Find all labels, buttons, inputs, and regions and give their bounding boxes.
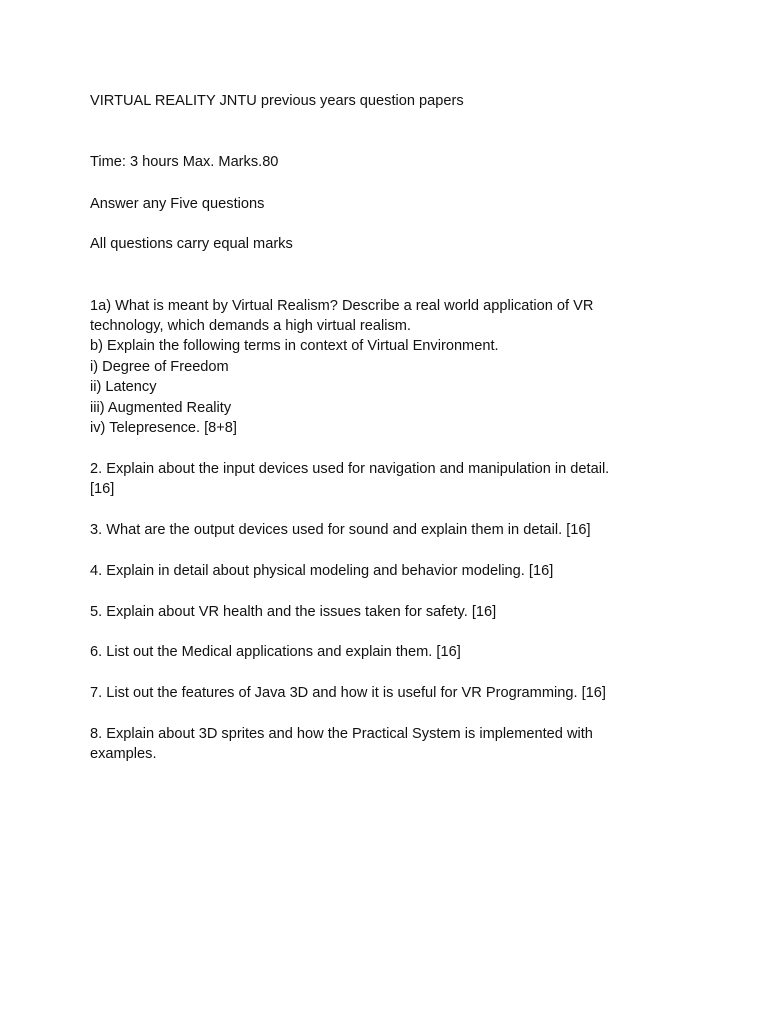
question-line: 5. Explain about VR health and the issues taken for safety. [16] xyxy=(90,603,497,620)
question-5 xyxy=(90,602,650,622)
question-4 xyxy=(90,561,650,581)
question-line: iii) Augmented Reality xyxy=(90,399,232,416)
question-line: 1a) What is meant by Virtual Realism? Describe a real world application of VR xyxy=(90,297,594,314)
question-line: 3. What are the output devices used for sound and explain them in detail. [16] xyxy=(90,522,591,539)
instruction-equal-marks: All questions carry equal marks xyxy=(90,236,293,253)
question-line: technology, which demands a high virtual realism. xyxy=(90,318,411,335)
question-3 xyxy=(90,520,650,540)
time-and-marks: Time: 3 hours Max. Marks.80 xyxy=(90,154,279,171)
document-body xyxy=(90,91,650,785)
question-line: 8. Explain about 3D sprites and how the Practical System is implemented with xyxy=(90,726,593,743)
question-6 xyxy=(90,642,650,662)
question-line: b) Explain the following terms in context of Virtual Environment. xyxy=(90,338,499,355)
instruction-answer-any: Answer any Five questions xyxy=(90,195,265,212)
question-2 xyxy=(90,459,650,500)
question-line: 4. Explain in detail about physical modeling and behavior modeling. [16] xyxy=(90,562,554,579)
question-line: 6. List out the Medical applications and explain them. [16] xyxy=(90,644,461,661)
question-line: iv) Telepresence. [8+8] xyxy=(90,420,237,437)
question-line: i) Degree of Freedom xyxy=(90,358,229,375)
question-8 xyxy=(90,724,650,765)
question-1 xyxy=(90,296,650,439)
question-line: examples. xyxy=(90,746,157,763)
question-line: ii) Latency xyxy=(90,379,157,396)
question-line: 2. Explain about the input devices used for navigation and manipulation in detail. xyxy=(90,460,610,477)
question-7 xyxy=(90,683,650,703)
question-line: 7. List out the features of Java 3D and how it is useful for VR Programming. [16] xyxy=(90,685,606,702)
document-title: VIRTUAL REALITY JNTU previous years question papers xyxy=(90,93,464,109)
question-line: [16] xyxy=(90,481,115,498)
